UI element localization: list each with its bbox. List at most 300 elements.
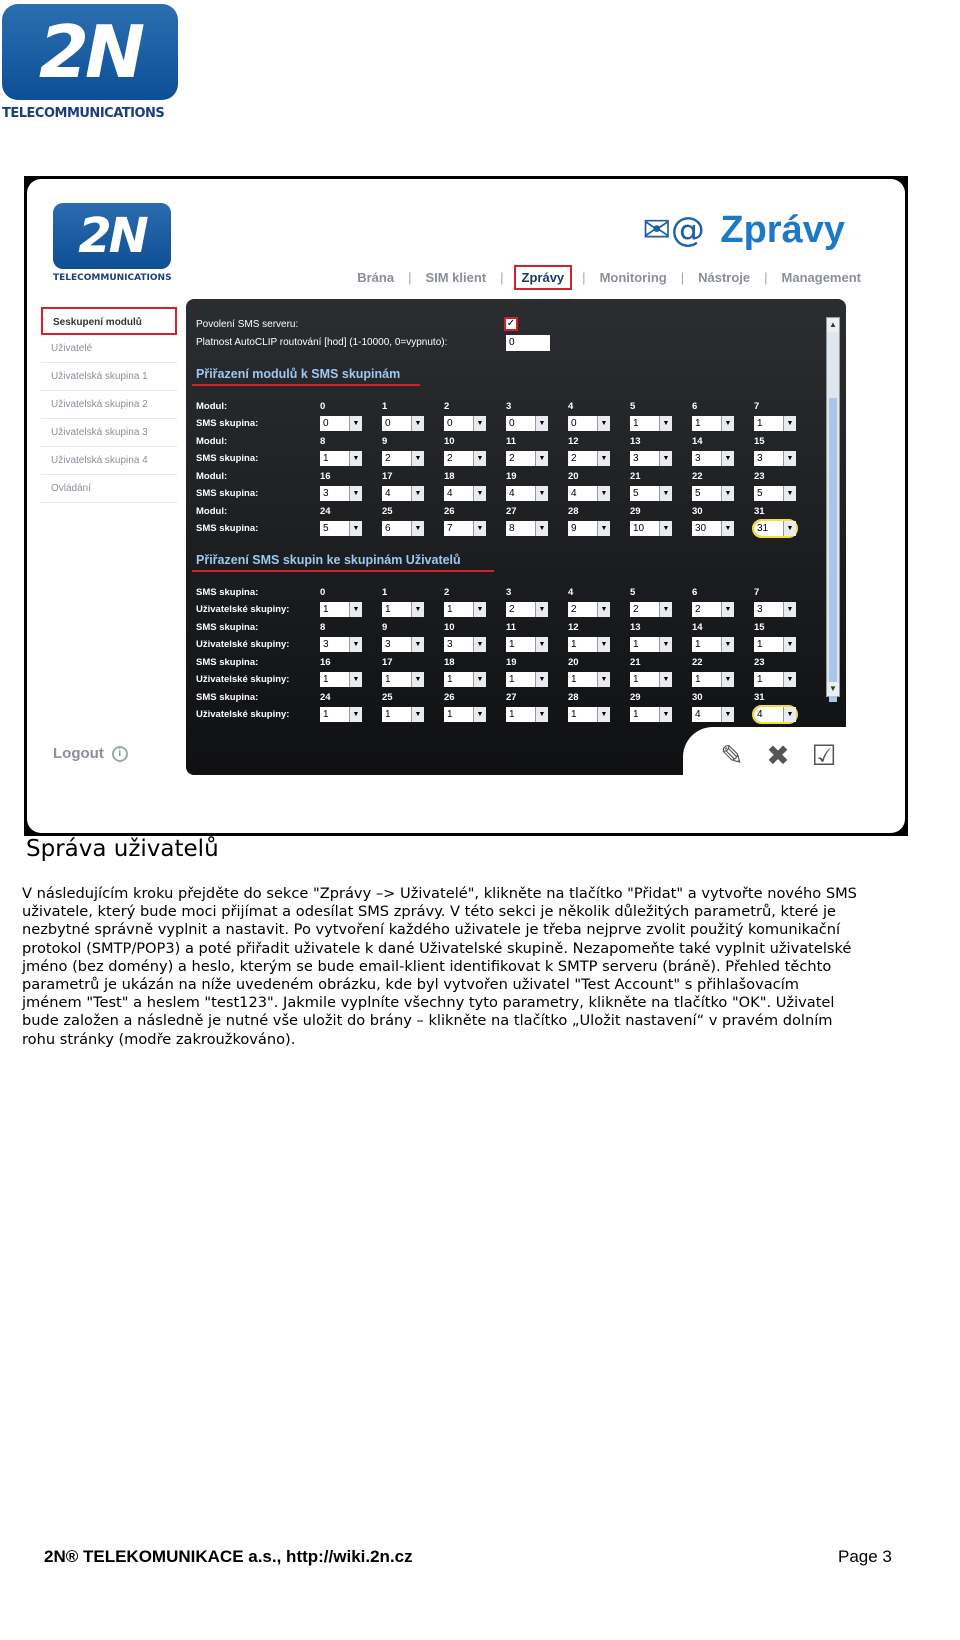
module-group-index: 27 bbox=[506, 506, 517, 517]
module-group-select[interactable] bbox=[320, 451, 362, 466]
app-logo-mark: 2N bbox=[78, 208, 146, 264]
module-group-row-label: Modul: bbox=[196, 401, 228, 412]
chevron-down-icon[interactable]: ▼ bbox=[349, 416, 362, 431]
module-group-select[interactable] bbox=[320, 416, 362, 431]
module-group-select[interactable] bbox=[692, 521, 734, 536]
user-group-index: 22 bbox=[692, 657, 703, 668]
module-group-index: 3 bbox=[506, 401, 512, 412]
chevron-down-icon[interactable]: ▼ bbox=[411, 672, 424, 687]
user-group-select-label: Uživatelské skupiny: bbox=[196, 639, 290, 650]
user-group-select[interactable] bbox=[630, 672, 672, 687]
chevron-down-icon[interactable]: ▼ bbox=[721, 672, 734, 687]
select-value: 10 bbox=[633, 523, 645, 534]
user-group-select[interactable] bbox=[506, 707, 548, 722]
chevron-down-icon[interactable]: ▼ bbox=[783, 707, 796, 722]
user-group-index: 6 bbox=[692, 587, 698, 598]
section-title: Zprávy bbox=[720, 208, 845, 251]
logo-mark: 2N bbox=[38, 10, 142, 94]
module-group-select[interactable] bbox=[444, 416, 486, 431]
module-group-index: 4 bbox=[568, 401, 574, 412]
chevron-down-icon[interactable]: ▼ bbox=[473, 707, 486, 722]
module-group-select[interactable] bbox=[382, 486, 424, 501]
select-value: 3 bbox=[323, 639, 329, 650]
chevron-down-icon[interactable]: ▼ bbox=[349, 707, 362, 722]
module-group-index: 26 bbox=[444, 506, 455, 517]
chevron-down-icon[interactable]: ▼ bbox=[783, 672, 796, 687]
chevron-down-icon[interactable]: ▼ bbox=[535, 451, 548, 466]
user-group-select[interactable] bbox=[568, 707, 610, 722]
user-group-select[interactable] bbox=[692, 672, 734, 687]
paragraph-line: jméno (bez domény) a heslo, kterým se bude email-klient identifikovat k SMTP serveru (bráně). Přehled těchto bbox=[22, 957, 832, 975]
chevron-down-icon[interactable]: ▼ bbox=[597, 451, 610, 466]
user-group-row-label: SMS skupina: bbox=[196, 587, 259, 598]
sidebar-item[interactable]: Uživatelská skupina 2 bbox=[41, 391, 177, 419]
select-value: 1 bbox=[757, 418, 763, 429]
nav-separator: | bbox=[680, 270, 685, 285]
chevron-down-icon[interactable]: ▼ bbox=[597, 637, 610, 652]
select-value: 2 bbox=[633, 604, 639, 615]
select-value: 4 bbox=[571, 488, 577, 499]
nav-separator: | bbox=[408, 270, 412, 285]
module-group-select[interactable] bbox=[568, 416, 610, 431]
user-group-index: 15 bbox=[754, 622, 765, 633]
section1-underline bbox=[192, 384, 420, 386]
sms-mail-icon: ✉@ bbox=[642, 210, 705, 250]
user-group-select[interactable] bbox=[692, 707, 734, 722]
select-value: 3 bbox=[757, 453, 763, 464]
sidebar-item[interactable]: Ovládání bbox=[41, 475, 177, 503]
user-group-select[interactable] bbox=[320, 707, 362, 722]
user-group-select[interactable] bbox=[320, 602, 362, 617]
user-group-index: 18 bbox=[444, 657, 455, 668]
chevron-down-icon[interactable]: ▼ bbox=[535, 707, 548, 722]
chevron-down-icon[interactable]: ▼ bbox=[473, 602, 486, 617]
user-group-select[interactable] bbox=[320, 672, 362, 687]
autoclip-label: Platnost AutoCLIP routování [hod] (1-10000, 0=vypnuto): bbox=[196, 337, 448, 348]
select-value: 0 bbox=[509, 418, 515, 429]
select-value: 3 bbox=[323, 488, 329, 499]
select-value: 2 bbox=[509, 453, 515, 464]
select-value: 1 bbox=[633, 674, 639, 685]
user-group-select-label: Uživatelské skupiny: bbox=[196, 709, 290, 720]
module-group-select[interactable] bbox=[506, 486, 548, 501]
chevron-down-icon[interactable]: ▼ bbox=[721, 602, 734, 617]
select-value: 5 bbox=[323, 523, 329, 534]
module-group-select[interactable] bbox=[382, 521, 424, 536]
module-group-index: 23 bbox=[754, 471, 765, 482]
chevron-down-icon[interactable]: ▼ bbox=[473, 451, 486, 466]
sidebar-item[interactable]: Uživatelé bbox=[41, 335, 177, 363]
logout-label: Logout bbox=[53, 745, 104, 762]
checklist-icon[interactable]: ☑ bbox=[811, 739, 837, 772]
chevron-down-icon[interactable]: ▼ bbox=[411, 707, 424, 722]
nav-item[interactable]: SIM klient bbox=[425, 270, 487, 285]
user-group-select[interactable] bbox=[754, 602, 796, 617]
sidebar bbox=[41, 307, 177, 503]
user-group-index: 7 bbox=[754, 587, 760, 598]
chevron-down-icon[interactable]: ▼ bbox=[659, 637, 672, 652]
select-value: 1 bbox=[571, 709, 577, 720]
user-group-index: 19 bbox=[506, 657, 517, 668]
module-group-index: 7 bbox=[754, 401, 760, 412]
chevron-down-icon[interactable]: ▼ bbox=[411, 637, 424, 652]
chevron-down-icon[interactable]: ▼ bbox=[411, 602, 424, 617]
module-group-select[interactable] bbox=[630, 416, 672, 431]
autoclip-input[interactable]: 0 bbox=[506, 335, 550, 351]
select-value: 9 bbox=[571, 523, 577, 534]
module-group-row-label: Modul: bbox=[196, 506, 228, 517]
chevron-down-icon[interactable]: ▼ bbox=[597, 672, 610, 687]
chevron-down-icon[interactable]: ▼ bbox=[721, 707, 734, 722]
module-group-select[interactable] bbox=[754, 451, 796, 466]
module-group-select[interactable] bbox=[568, 451, 610, 466]
user-group-row-label: SMS skupina: bbox=[196, 622, 259, 633]
select-value: 1 bbox=[385, 674, 391, 685]
chevron-down-icon[interactable]: ▼ bbox=[659, 707, 672, 722]
user-group-select[interactable] bbox=[568, 602, 610, 617]
select-value: 1 bbox=[385, 709, 391, 720]
select-value: 2 bbox=[571, 604, 577, 615]
select-value: 2 bbox=[385, 453, 391, 464]
chevron-down-icon[interactable]: ▼ bbox=[535, 602, 548, 617]
user-group-index: 16 bbox=[320, 657, 331, 668]
chevron-down-icon[interactable]: ▼ bbox=[349, 451, 362, 466]
module-group-index: 15 bbox=[754, 436, 765, 447]
module-group-select[interactable] bbox=[692, 416, 734, 431]
chevron-down-icon[interactable]: ▼ bbox=[783, 521, 796, 536]
user-group-select[interactable] bbox=[630, 707, 672, 722]
module-group-select[interactable] bbox=[444, 521, 486, 536]
chevron-down-icon[interactable]: ▼ bbox=[721, 521, 734, 536]
user-group-select[interactable] bbox=[382, 707, 424, 722]
module-group-row-label: Modul: bbox=[196, 471, 228, 482]
module-group-index: 5 bbox=[630, 401, 636, 412]
module-group-select[interactable] bbox=[382, 416, 424, 431]
module-group-select[interactable] bbox=[506, 521, 548, 536]
user-group-select[interactable] bbox=[630, 637, 672, 652]
nav-separator: | bbox=[582, 270, 586, 285]
user-group-index: 29 bbox=[630, 692, 641, 703]
user-group-select-label: Uživatelské skupiny: bbox=[196, 604, 290, 615]
paragraph-line: bude založen a následně je nutné vše uložit do brány – klikněte na tlačítko „Uložit nastavení“ v pravém dolním bbox=[22, 1012, 833, 1030]
chevron-down-icon[interactable]: ▼ bbox=[349, 486, 362, 501]
chevron-down-icon[interactable]: ▼ bbox=[721, 416, 734, 431]
chevron-down-icon[interactable]: ▼ bbox=[783, 416, 796, 431]
select-value: 6 bbox=[385, 523, 391, 534]
select-value: 3 bbox=[385, 639, 391, 650]
module-group-select[interactable] bbox=[630, 521, 672, 536]
module-group-select[interactable] bbox=[754, 486, 796, 501]
sidebar-item[interactable]: Uživatelská skupina 1 bbox=[41, 363, 177, 391]
module-group-select[interactable] bbox=[630, 486, 672, 501]
section2-underline bbox=[192, 570, 494, 572]
user-group-index: 8 bbox=[320, 622, 326, 633]
chevron-down-icon[interactable]: ▼ bbox=[411, 416, 424, 431]
module-group-row-label: Modul: bbox=[196, 436, 228, 447]
user-group-index: 17 bbox=[382, 657, 393, 668]
nav-item[interactable]: Monitoring bbox=[599, 270, 667, 285]
save-settings-icon[interactable]: ✎ bbox=[720, 739, 744, 772]
user-group-index: 9 bbox=[382, 622, 388, 633]
select-value: 5 bbox=[695, 488, 701, 499]
paragraph-line: parametrů je ukázán na níže uvedeném obrázku, kde byl vytvořen uživatel "Test Account" s přihlašovacím bbox=[22, 976, 799, 994]
module-group-index: 10 bbox=[444, 436, 455, 447]
paragraph-line: V následujícím kroku přejděte do sekce "Zprávy –> Uživatelé", klikněte na tlačítko "Přidat" a vytvořte nového SMS bbox=[22, 885, 857, 902]
select-value: 1 bbox=[757, 674, 763, 685]
chevron-down-icon[interactable]: ▼ bbox=[535, 521, 548, 536]
module-group-select-label: SMS skupina: bbox=[196, 453, 259, 464]
section2-heading bbox=[196, 553, 461, 567]
chevron-down-icon[interactable]: ▼ bbox=[659, 451, 672, 466]
module-group-select[interactable] bbox=[754, 521, 796, 536]
user-group-index: 27 bbox=[506, 692, 517, 703]
module-group-select[interactable] bbox=[320, 486, 362, 501]
footer-company: 2N® TELEKOMUNIKACE a.s., http://wiki.2n.cz bbox=[44, 1547, 413, 1566]
chevron-down-icon[interactable]: ▼ bbox=[721, 451, 734, 466]
user-group-select[interactable] bbox=[692, 602, 734, 617]
user-group-index: 23 bbox=[754, 657, 765, 668]
chevron-down-icon[interactable]: ▼ bbox=[659, 521, 672, 536]
chevron-down-icon[interactable]: ▼ bbox=[597, 521, 610, 536]
chevron-down-icon[interactable]: ▼ bbox=[597, 602, 610, 617]
select-value: 0 bbox=[385, 418, 391, 429]
user-group-index: 13 bbox=[630, 622, 641, 633]
chevron-down-icon[interactable]: ▼ bbox=[597, 707, 610, 722]
chevron-down-icon[interactable]: ▼ bbox=[535, 637, 548, 652]
select-value: 1 bbox=[633, 709, 639, 720]
logo-badge bbox=[2, 4, 178, 100]
select-value: 1 bbox=[447, 604, 453, 615]
logo-tagline: TELECOMMUNICATIONS bbox=[2, 106, 165, 121]
select-value: 1 bbox=[509, 639, 515, 650]
allow-sms-checkbox[interactable]: ✓ bbox=[504, 317, 518, 331]
module-group-select[interactable] bbox=[754, 416, 796, 431]
user-group-select[interactable] bbox=[444, 602, 486, 617]
chevron-down-icon[interactable]: ▼ bbox=[473, 637, 486, 652]
chevron-down-icon[interactable]: ▼ bbox=[349, 602, 362, 617]
module-group-index: 24 bbox=[320, 506, 331, 517]
module-group-select[interactable] bbox=[382, 451, 424, 466]
select-value: 1 bbox=[385, 604, 391, 615]
user-group-select[interactable] bbox=[754, 707, 796, 722]
chevron-down-icon[interactable]: ▼ bbox=[535, 672, 548, 687]
module-group-select[interactable] bbox=[444, 486, 486, 501]
chevron-down-icon[interactable]: ▼ bbox=[473, 521, 486, 536]
module-group-select[interactable] bbox=[506, 416, 548, 431]
user-group-select[interactable] bbox=[382, 672, 424, 687]
user-group-select[interactable] bbox=[444, 672, 486, 687]
select-value: 2 bbox=[509, 604, 515, 615]
paragraph-line: nezbytné správně vyplnit a nastavit. Po vytvoření každého uživatele je třeba nejprve zvolit použitý komunikační bbox=[22, 921, 841, 939]
module-group-index: 22 bbox=[692, 471, 703, 482]
select-value: 1 bbox=[323, 604, 329, 615]
company-logo bbox=[2, 4, 178, 128]
nav-item[interactable]: Brána bbox=[357, 270, 395, 285]
chevron-down-icon[interactable]: ▼ bbox=[659, 486, 672, 501]
user-group-index: 24 bbox=[320, 692, 331, 703]
module-group-select[interactable] bbox=[320, 521, 362, 536]
user-group-select[interactable] bbox=[444, 637, 486, 652]
footer-page-number: Page 3 bbox=[838, 1547, 892, 1566]
settings-panel bbox=[186, 299, 846, 775]
module-group-select[interactable] bbox=[568, 521, 610, 536]
nav-item[interactable]: Zprávy bbox=[514, 265, 573, 290]
module-group-index: 30 bbox=[692, 506, 703, 517]
chevron-down-icon[interactable]: ▼ bbox=[411, 521, 424, 536]
user-group-select[interactable] bbox=[568, 637, 610, 652]
sidebar-item[interactable]: Seskupení modulů bbox=[41, 307, 177, 335]
select-value: 3 bbox=[447, 639, 453, 650]
user-group-index: 14 bbox=[692, 622, 703, 633]
panel-scrollbar[interactable] bbox=[826, 317, 840, 697]
chevron-down-icon[interactable]: ▼ bbox=[349, 637, 362, 652]
user-group-select[interactable] bbox=[444, 707, 486, 722]
chevron-down-icon[interactable]: ▼ bbox=[349, 521, 362, 536]
module-group-select[interactable] bbox=[444, 451, 486, 466]
select-value: 1 bbox=[571, 639, 577, 650]
user-group-index: 30 bbox=[692, 692, 703, 703]
scroll-down-icon[interactable]: ▼ bbox=[827, 682, 839, 696]
module-group-index: 20 bbox=[568, 471, 579, 482]
select-value: 2 bbox=[447, 453, 453, 464]
module-group-index: 12 bbox=[568, 436, 579, 447]
nav-item[interactable]: Management bbox=[781, 270, 861, 285]
nav-item[interactable]: Nástroje bbox=[698, 270, 751, 285]
user-group-index: 1 bbox=[382, 587, 388, 598]
user-group-select[interactable] bbox=[506, 637, 548, 652]
chevron-down-icon[interactable]: ▼ bbox=[473, 486, 486, 501]
user-group-index: 5 bbox=[630, 587, 636, 598]
app-logo bbox=[53, 203, 171, 289]
user-group-index: 3 bbox=[506, 587, 512, 598]
select-value: 1 bbox=[695, 418, 701, 429]
select-value: 30 bbox=[695, 523, 707, 534]
chevron-down-icon[interactable]: ▼ bbox=[597, 416, 610, 431]
select-value: 4 bbox=[385, 488, 391, 499]
module-group-index: 11 bbox=[506, 436, 517, 447]
chevron-down-icon[interactable]: ▼ bbox=[411, 486, 424, 501]
user-group-row-label: SMS skupina: bbox=[196, 657, 259, 668]
select-value: 4 bbox=[695, 709, 701, 720]
module-group-select[interactable] bbox=[692, 451, 734, 466]
select-value: 1 bbox=[509, 674, 515, 685]
module-group-index: 6 bbox=[692, 401, 698, 412]
chevron-down-icon[interactable]: ▼ bbox=[783, 486, 796, 501]
user-group-index: 28 bbox=[568, 692, 579, 703]
embedded-screenshot bbox=[24, 176, 908, 836]
chevron-down-icon[interactable]: ▼ bbox=[783, 637, 796, 652]
chevron-down-icon[interactable]: ▼ bbox=[597, 486, 610, 501]
module-group-index: 8 bbox=[320, 436, 326, 447]
select-value: 1 bbox=[633, 418, 639, 429]
module-group-index: 13 bbox=[630, 436, 641, 447]
user-group-select[interactable] bbox=[382, 602, 424, 617]
user-group-select[interactable] bbox=[506, 672, 548, 687]
module-group-select[interactable] bbox=[692, 486, 734, 501]
chevron-down-icon[interactable]: ▼ bbox=[721, 486, 734, 501]
chevron-down-icon[interactable]: ▼ bbox=[349, 672, 362, 687]
select-value: 2 bbox=[571, 453, 577, 464]
user-group-select[interactable] bbox=[320, 637, 362, 652]
user-group-select[interactable] bbox=[754, 637, 796, 652]
discard-icon[interactable]: ✖ bbox=[766, 739, 790, 772]
logout-button[interactable] bbox=[53, 745, 128, 762]
module-group-index: 0 bbox=[320, 401, 326, 412]
module-group-select[interactable] bbox=[568, 486, 610, 501]
user-group-index: 10 bbox=[444, 622, 455, 633]
chevron-down-icon[interactable]: ▼ bbox=[721, 637, 734, 652]
chevron-down-icon[interactable]: ▼ bbox=[659, 672, 672, 687]
chevron-down-icon[interactable]: ▼ bbox=[659, 602, 672, 617]
module-group-index: 1 bbox=[382, 401, 388, 412]
scrollbar-thumb[interactable] bbox=[829, 398, 837, 702]
allow-sms-label: Povolení SMS serveru: bbox=[196, 319, 299, 330]
select-value: 31 bbox=[757, 523, 769, 534]
chevron-down-icon[interactable]: ▼ bbox=[535, 416, 548, 431]
user-group-select[interactable] bbox=[506, 602, 548, 617]
chevron-down-icon[interactable]: ▼ bbox=[783, 451, 796, 466]
scroll-up-icon[interactable]: ▲ bbox=[827, 318, 839, 332]
user-group-row-label: SMS skupina: bbox=[196, 692, 259, 703]
chevron-down-icon[interactable]: ▼ bbox=[411, 451, 424, 466]
select-value: 0 bbox=[323, 418, 329, 429]
user-group-index: 20 bbox=[568, 657, 579, 668]
user-group-index: 12 bbox=[568, 622, 579, 633]
sidebar-item[interactable]: Uživatelská skupina 4 bbox=[41, 447, 177, 475]
select-value: 3 bbox=[695, 453, 701, 464]
module-group-index: 29 bbox=[630, 506, 641, 517]
chevron-down-icon[interactable]: ▼ bbox=[473, 416, 486, 431]
user-group-index: 31 bbox=[754, 692, 765, 703]
module-group-index: 9 bbox=[382, 436, 388, 447]
user-group-index: 21 bbox=[630, 657, 641, 668]
select-value: 1 bbox=[323, 674, 329, 685]
module-group-index: 14 bbox=[692, 436, 703, 447]
select-value: 4 bbox=[447, 488, 453, 499]
user-group-select[interactable] bbox=[754, 672, 796, 687]
module-group-select[interactable] bbox=[630, 451, 672, 466]
select-value: 1 bbox=[323, 709, 329, 720]
user-group-index: 25 bbox=[382, 692, 393, 703]
select-value: 4 bbox=[757, 709, 763, 720]
user-group-select[interactable] bbox=[568, 672, 610, 687]
chevron-down-icon[interactable]: ▼ bbox=[659, 416, 672, 431]
paragraph-line: uživatele, který bude moci přijímat a odesílat SMS zprávy. V této sekci je několik důležitých parametrů, které je bbox=[22, 903, 836, 921]
user-group-select[interactable] bbox=[382, 637, 424, 652]
chevron-down-icon[interactable]: ▼ bbox=[473, 672, 486, 687]
select-value: 1 bbox=[633, 639, 639, 650]
top-navigation bbox=[353, 265, 865, 290]
select-value: 1 bbox=[509, 709, 515, 720]
module-group-index: 28 bbox=[568, 506, 579, 517]
select-value: 1 bbox=[695, 639, 701, 650]
module-group-select-label: SMS skupina: bbox=[196, 418, 259, 429]
module-group-index: 2 bbox=[444, 401, 450, 412]
sidebar-item[interactable]: Uživatelská skupina 3 bbox=[41, 419, 177, 447]
select-value: 0 bbox=[571, 418, 577, 429]
select-value: 2 bbox=[695, 604, 701, 615]
chevron-down-icon[interactable]: ▼ bbox=[535, 486, 548, 501]
nav-separator: | bbox=[500, 270, 504, 285]
module-group-index: 19 bbox=[506, 471, 517, 482]
select-value: 3 bbox=[633, 453, 639, 464]
user-group-select[interactable] bbox=[630, 602, 672, 617]
chevron-down-icon[interactable]: ▼ bbox=[783, 602, 796, 617]
user-group-select[interactable] bbox=[692, 637, 734, 652]
module-group-select[interactable] bbox=[506, 451, 548, 466]
module-group-index: 31 bbox=[754, 506, 765, 517]
user-group-index: 2 bbox=[444, 587, 450, 598]
